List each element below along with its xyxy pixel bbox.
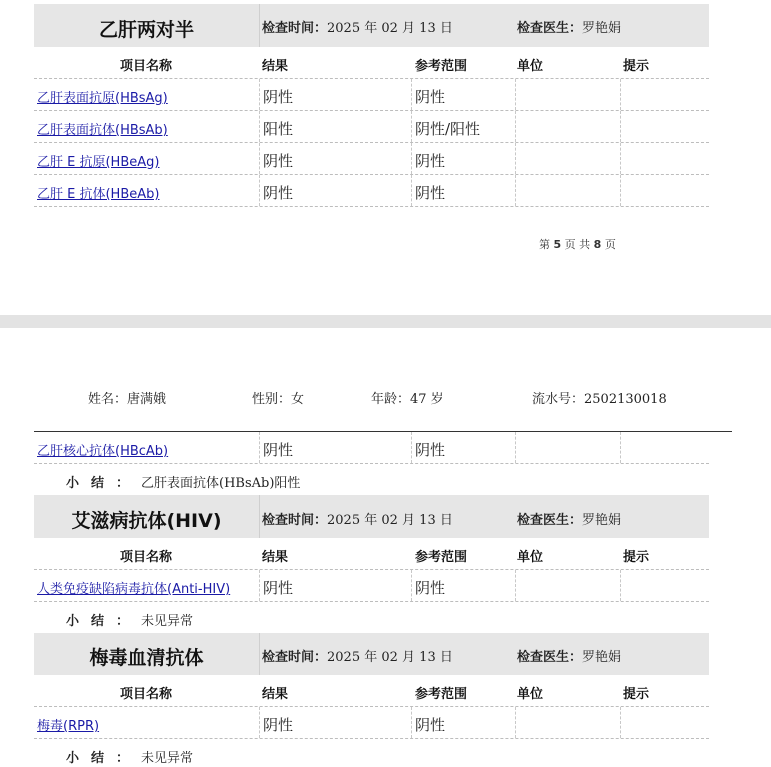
syphilis-column-header xyxy=(34,675,709,707)
result-value: 阴性 xyxy=(263,184,294,202)
col-unit: 单位 xyxy=(517,59,544,74)
col-result: 结果 xyxy=(262,59,289,74)
col-range: 参考范围 xyxy=(415,687,468,702)
test-item-link[interactable]: 乙肝表面抗体(HBsAb) xyxy=(37,123,168,138)
hbv-summary: 小结：乙肝表面抗体(HBsAb)阳性 xyxy=(66,476,301,491)
page-number: 第 5 页 共 8 页 xyxy=(539,238,616,251)
result-value: 阴性 xyxy=(263,579,294,597)
syphilis-section-title: 梅毒血清抗体 xyxy=(89,647,204,669)
test-item-link[interactable]: 乙肝核心抗体(HBcAb) xyxy=(37,444,169,459)
hbv-exam-doctor: 检查医生：罗艳娟 xyxy=(517,21,622,36)
col-name: 项目名称 xyxy=(120,59,173,74)
col-name: 项目名称 xyxy=(120,687,173,702)
table-row xyxy=(34,432,709,464)
patient-gender: 性别：女 xyxy=(252,392,305,407)
hbv-column-header xyxy=(34,47,709,79)
hbv-section-header xyxy=(34,4,709,47)
test-item-link[interactable]: 乙肝 E 抗原(HBeAg) xyxy=(37,155,160,170)
result-value: 阴性 xyxy=(263,716,294,734)
result-value: 阴性 xyxy=(263,441,294,459)
result-value: 阳性 xyxy=(263,120,294,138)
range-value: 阴性 xyxy=(415,441,446,459)
col-result: 结果 xyxy=(262,687,289,702)
syphilis-exam-time: 检查时间：2025 年 02 月 13 日 xyxy=(262,650,453,665)
table-row xyxy=(34,175,709,207)
hiv-section-header xyxy=(34,495,709,538)
col-hint: 提示 xyxy=(623,687,650,702)
syphilis-exam-doctor: 检查医生：罗艳娟 xyxy=(517,650,622,665)
col-unit: 单位 xyxy=(517,550,544,565)
syphilis-section-header xyxy=(34,633,709,675)
test-item-link[interactable]: 梅毒(RPR) xyxy=(37,719,100,734)
table-row xyxy=(34,570,709,602)
patient-name: 姓名：唐满娥 xyxy=(88,392,167,407)
range-value: 阴性 xyxy=(415,716,446,734)
hiv-exam-doctor: 检查医生：罗艳娟 xyxy=(517,513,622,528)
hiv-column-header xyxy=(34,538,709,570)
table-row xyxy=(34,79,709,111)
result-value: 阴性 xyxy=(263,88,294,106)
range-value: 阴性 xyxy=(415,579,446,597)
range-value: 阴性 xyxy=(415,88,446,106)
hiv-summary: 小结：未见异常 xyxy=(66,614,194,629)
range-value: 阴性/阳性 xyxy=(415,120,481,138)
table-row xyxy=(34,143,709,175)
syphilis-summary: 小结：未见异常 xyxy=(66,751,194,766)
col-hint: 提示 xyxy=(623,550,650,565)
result-value: 阴性 xyxy=(263,152,294,170)
col-name: 项目名称 xyxy=(120,550,173,565)
hiv-section-title: 艾滋病抗体(HIV) xyxy=(71,510,222,532)
hbv-exam-time: 检查时间：2025 年 02 月 13 日 xyxy=(262,21,453,36)
table-row xyxy=(34,707,709,739)
col-range: 参考范围 xyxy=(415,550,468,565)
test-item-link[interactable]: 人类免疫缺陷病毒抗体(Anti-HIV) xyxy=(37,582,231,597)
hbv-section-title: 乙肝两对半 xyxy=(98,19,194,41)
test-item-link[interactable]: 乙肝表面抗原(HBsAg) xyxy=(37,91,168,106)
col-range: 参考范围 xyxy=(415,59,468,74)
col-result: 结果 xyxy=(262,550,289,565)
table-row xyxy=(34,111,709,143)
range-value: 阴性 xyxy=(415,152,446,170)
page-divider xyxy=(0,315,771,328)
patient-serial: 流水号：2502130018 xyxy=(532,392,667,407)
test-item-link[interactable]: 乙肝 E 抗体(HBeAb) xyxy=(37,187,160,202)
col-unit: 单位 xyxy=(517,687,544,702)
range-value: 阴性 xyxy=(415,184,446,202)
hiv-exam-time: 检查时间：2025 年 02 月 13 日 xyxy=(262,513,453,528)
col-hint: 提示 xyxy=(623,59,650,74)
patient-age: 年龄：47 岁 xyxy=(371,392,444,407)
